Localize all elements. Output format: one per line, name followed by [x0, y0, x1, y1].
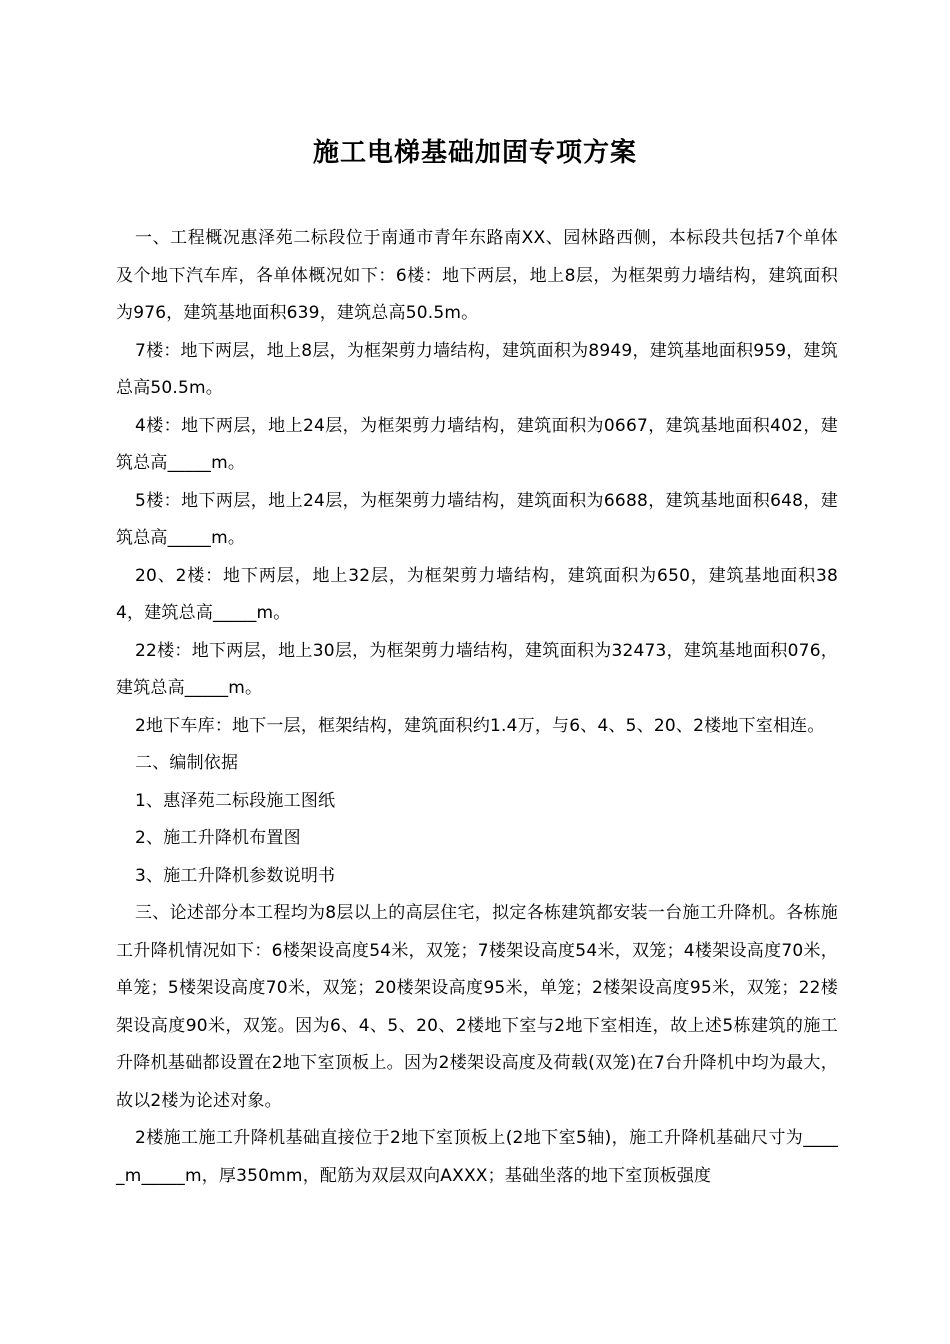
paragraph-garage: 2地下车库：地下一层，框架结构，建筑面积约1.4万，与6、4、5、20、2楼地下室相连。 — [135, 715, 825, 736]
document-title: 施工电梯基础加固专项方案 — [312, 138, 637, 168]
list-item-basis-1: 1、惠泽苑二标段施工图纸 — [135, 790, 336, 811]
list-item-basis-3: 3、施工升降机参数说明书 — [135, 865, 336, 886]
list-item-basis-2: 2、施工升降机布置图 — [135, 828, 301, 848]
document-body — [116, 220, 838, 1195]
paragraph-building-22: 22楼：地下两层，地上30层，为框架剪力墙结构，建筑面积为32473，建筑基地面积076，建筑总高_____m。 — [116, 640, 838, 698]
paragraph-foundation: 2楼施工施工升降机基础直接位于2地下室顶板上(2地下室5轴)，施工升降机基础尺寸为_____m_____m，厚350mm，配筋为双层双向AXXX；基础坐落的地下室顶板强度 — [116, 1128, 838, 1186]
paragraph-building-4: 4楼：地下两层，地上24层，为框架剪力墙结构，建筑面积为0667，建筑基地面积402，建筑总高_____m。 — [116, 415, 838, 473]
paragraph-project-overview: 一、工程概况惠泽苑二标段位于南通市青年东路南XX、园林路西侧，本标段共包括7个单体及个地下汽车库，各单体概况如下：6楼：地下两层，地上8层，为框架剪力墙结构，建筑面积为976，建筑基地面积639，建筑总高50.5m。 — [116, 228, 838, 323]
paragraph-building-20-2: 20、2楼：地下两层，地上32层，为框架剪力墙结构，建筑面积为650，建筑基地面积384，建筑总高_____m。 — [116, 565, 838, 623]
paragraph-building-7: 7楼：地下两层，地上8层，为框架剪力墙结构，建筑面积为8949，建筑基地面积959，建筑总高50.5m。 — [116, 340, 838, 398]
paragraph-building-5: 5楼：地下两层，地上24层，为框架剪力墙结构，建筑面积为6688，建筑基地面积648，建筑总高_____m。 — [116, 490, 838, 548]
section-heading-basis: 二、编制依据 — [135, 753, 239, 773]
paragraph-discussion: 三、论述部分本工程均为8层以上的高层住宅，拟定各栋建筑都安装一台施工升降机。各栋施工升降机情况如下：6楼架设高度54米，双笼；7楼架设高度54米，双笼；4楼架设高度70米，单笼；5楼架设高度70米，双笼；20楼架设高度95米，单笼；2楼架设高度95米，双笼；22楼架设高度90米，双笼。因为6、4、5、20、2楼地下室与2地下室相连，故上述5栋建筑的施工升降机基础都设置在2地下室顶板上。因为2楼架设高度及荷载(双笼)在7台升降机中均为最大，故以2楼为论述对象。 — [116, 903, 838, 1111]
